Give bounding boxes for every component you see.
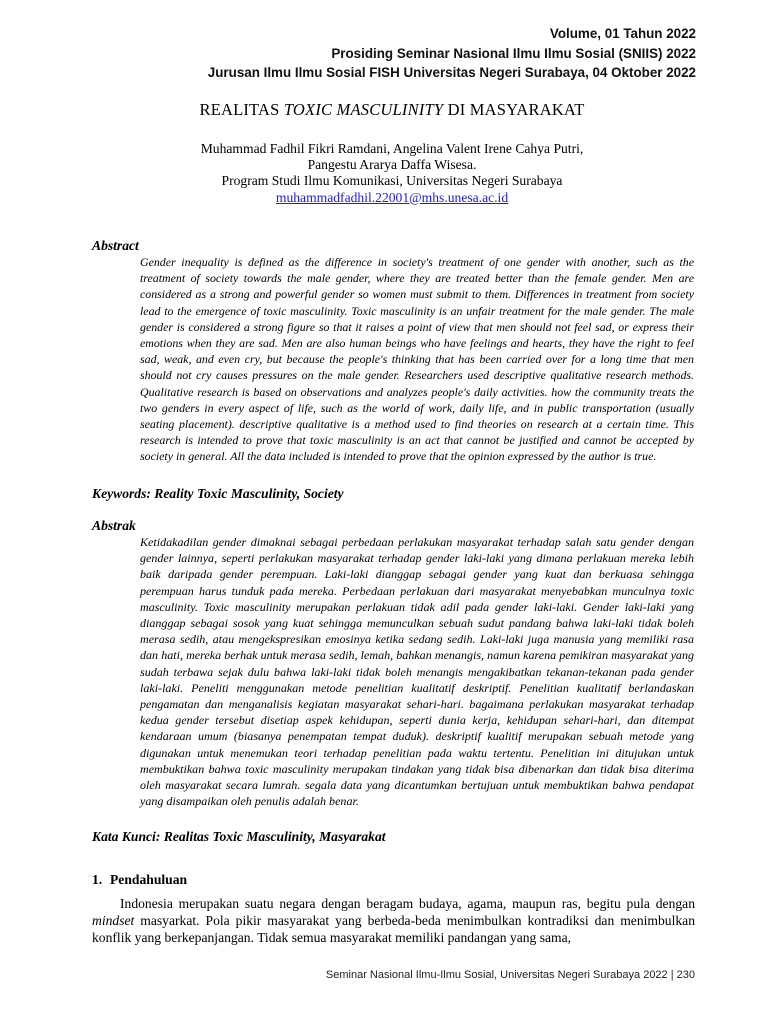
paper-title xyxy=(92,100,692,120)
abstrak-heading: Abstrak xyxy=(92,518,136,533)
author-names-line-1: Muhammad Fadhil Fikri Ramdani, Angelina Valent Irene Cahya Putri, xyxy=(200,141,584,156)
department-line: Jurusan Ilmu Ilmu Sosial FISH Universitas Negeri Surabaya, 04 Oktober 2022 xyxy=(207,65,696,80)
page-footer: Seminar Nasional Ilmu-Ilmu Sosial, Universitas Negeri Surabaya 2022 | 230 xyxy=(325,969,695,981)
abstract-heading: Abstract xyxy=(92,238,139,253)
section-number: 1. xyxy=(92,872,103,887)
journal-header xyxy=(208,24,696,83)
kata-kunci-line: Kata Kunci: Realitas Toxic Masculinity, Masyarakat xyxy=(92,829,386,844)
author-names-line-2: Pangestu Ararya Daffa Wisesa. xyxy=(307,157,477,173)
intro-text-b: masyarkat. Pola pikir masyarakat yang berbeda-beda menimbulkan kontradiksi dan menimbulkan konflik yang berkepanjangan. Tidak semua masyarakat memiliki pandangan yang sama, xyxy=(92,913,695,945)
title-part-1: REALITAS xyxy=(199,100,284,119)
abstrak-body: Ketidakadilan gender dimaknai sebagai perbedaan perlakukan masyarakat terhadap salah satu gender dengan gender lainnya, seperti perlakukan masyarakat terhadap gender laki-laki yang dimana perlakuan mereka lebih baik daripada gender perempuan. Laki-laki dianggap sebagai gender yang kuat dan berkuasa sehingga perempuan harus tunduk pada mereka. Perbedaan perlakuan dari masyarakat menyebabkan munculnya toxic masculinity. Toxic masculinity merupakan perlakuan tidak adil pada gender laki-laki. Gender laki-laki yang dianggap sebagai sosok yang kuat sehingga memunculkan sebuah sudut pandang bahwa laki-laki tidak boleh merasa sedih, atau mengekspresikan emosinya ketika sedang sedih. Laki-laki juga manusia yang memiliki rasa dan hati, mereka berhak untuk merasa sedih, lemah, bahkan menangis, namun karena pemikiran masyarakat yang sudah terbawa sejak dulu bahwa laki-laki tidak boleh menangis mengakibatkan tekanan-tekanan pada gender laki-laki. Peneliti menggunakan metode penelitian kualitatif deskriptif. Penelitian kualitatif berlandaskan pengamatan dan menganalisis kegiatan masyarakat sehari-hari. bagaimana perlakukan masyarakat terhadap kedua gender tersebut disetiap aspek kehidupan, seperti dunia kerja, kehidupan sehari-hari, dan ditempat kendaraan umum (biasanya penempatan tempat duduk). deskriptif kualitif merupakan sebuah metode yang digunakan untuk menemukan teori terhadap penelitian pada waktu tertentu. Penelitian ini ditujukan untuk membuktikan bahwa toxic masculinity merupakan tindakan yang tidak bisa dibenarkan dan tidak bisa diterima oleh masyarakat secara lumrah. segala data yang dicantumkan bertujuan untuk membuktikan bahwa pendapat yang disampaikan oleh penulis adalah benar. xyxy=(140,535,694,809)
intro-text-a: Indonesia merupakan suatu negara dengan beragam budaya, agama, maupun ras, begitu pula dengan xyxy=(120,896,695,911)
introduction-heading xyxy=(92,872,187,888)
keywords-line: Keywords: Reality Toxic Masculinity, Society xyxy=(92,486,344,501)
intro-mindset: mindset xyxy=(92,913,135,928)
proceedings-line: Prosiding Seminar Nasional Ilmu Ilmu Sosial (SNIIS) 2022 xyxy=(331,45,696,61)
volume-line: Volume, 01 Tahun 2022 xyxy=(549,26,696,41)
author-block xyxy=(92,141,692,206)
title-part-2: TOXIC MASCULINITY xyxy=(283,100,444,119)
author-affiliation: Program Studi Ilmu Komunikasi, Universitas Negeri Surabaya xyxy=(221,173,563,189)
section-title: Pendahuluan xyxy=(110,872,188,887)
introduction-paragraph xyxy=(92,895,695,946)
author-email-link[interactable]: muhammadfadhil.22001@mhs.unesa.ac.id xyxy=(275,189,509,205)
abstract-body: Gender inequality is defined as the difference in society's treatment of one gender with another, such as the treatment of society towards the male gender, where they are treated better than the female gender. Men are considered as a strong and powerful gender so women must submit to them. Differences in treatment from society lead to the emergence of toxic masculinity. Toxic masculinity is an unfair treatment for the male gender. The male gender is considered a strong figure so that it raises a point of view that men should not feel sad, or express their emotions when they are sad. Men are also human beings who have feelings and hearts, they have the right to feel sad, weak, and even cry, but because the people's thinking that has been carried over for a long time that men should not cry causes pressures on the male gender. Researchers used descriptive qualitative research methods. Qualitative research is based on observations and analyzes people's daily activities. how the community treats the two genders in every aspect of life, such as the world of work, daily life, and in public transportation (usually seating placement). descriptive qualitative is a method used to find theories on research at a certain time. This research is intended to prove that toxic masculinity is an act that cannot be justified and cannot be accepted by society in general. All the data included is intended to prove that the opinion expressed by the author is true. xyxy=(140,255,694,464)
title-part-3: DI MASYARAKAT xyxy=(443,100,585,119)
